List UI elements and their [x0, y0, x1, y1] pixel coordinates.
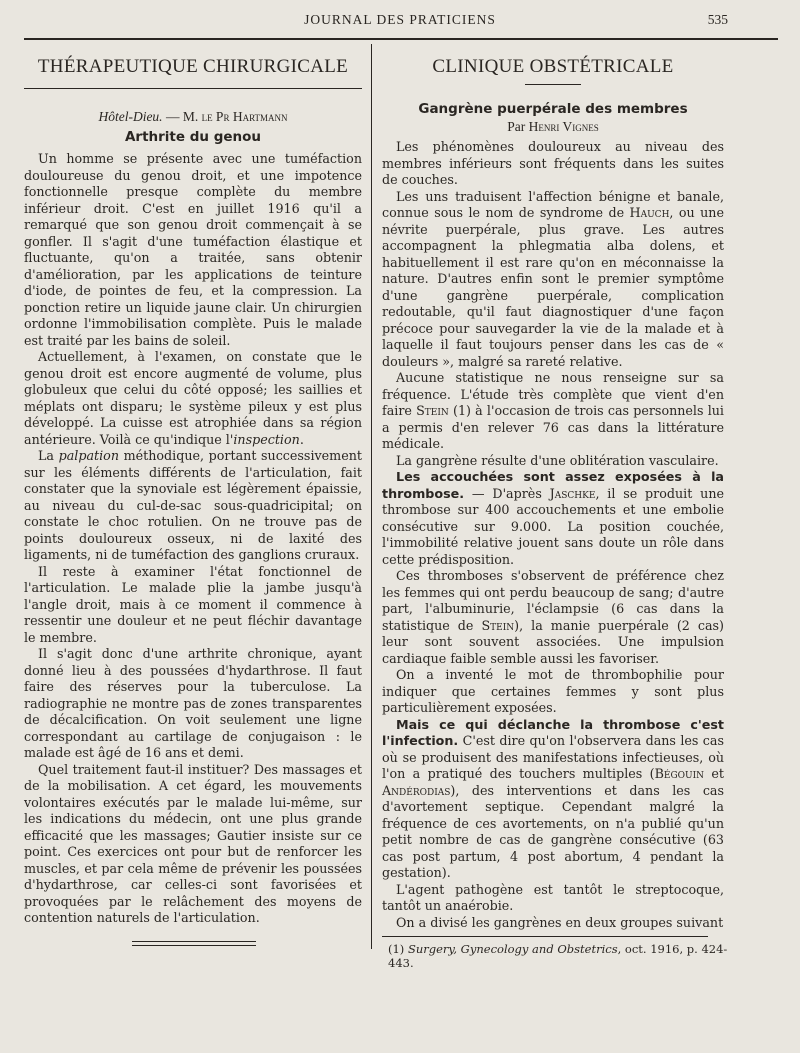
running-title: JOURNAL DES PRATICIENS [304, 12, 496, 27]
right-article-title: Gangrène puerpérale des membres [418, 101, 688, 117]
end-rule-top [132, 941, 256, 942]
left-paragraph-6: Quel traitement faut-il instituer? Des massages et de la mobilisation. A cet égard, les mouvements volontaires exécutés par le malade lui-même, sur les indications du médecin, ont une plus grande efficacité que les massages; Gautier insiste sur ce point. Ces exercices ont pour but de renforcer les muscles, et par cela même de prévenir les poussées d'hydarthrose, car celles-ci sont favorisées et provoquées par le relâchement des moyens de contention naturels de l'articulation. [24, 761, 362, 925]
right-p2-sc: Hauch [629, 205, 670, 220]
byline-author: M. le Pr Hartmann [182, 109, 288, 124]
left-paragraph-2 [24, 349, 362, 448]
right-p8-sc1: Bégouin [654, 766, 705, 781]
left-p3-rest: méthodique, portant successivement sur les éléments différents de l'articulation, fait constater que la synoviale est légèrement épaissie, au niveau du cul-de-sac sous-quadricipital; on constate le choc rotulien. On ne trouve pas de points douloureux osseux, ni de laxité des ligaments, ni de tuméfaction des ganglions cruraux. [24, 448, 362, 562]
right-section-title: CLINIQUE OBSTÉTRICALE [432, 56, 674, 77]
left-p2-italic: inspection [233, 431, 300, 447]
right-p6-rest: ), la manie puerpérale (2 cas) leur sont souvent associées. Une impulsion cardiaque faible semble aussi les favoriser. [382, 617, 724, 666]
right-paragraph-8 [382, 717, 724, 882]
author-prefix: Par [507, 119, 529, 134]
right-p6-text: Ces thromboses s'observent de préférence chez les femmes qui ont perdu beaucoup de sang; d'autre part, l'albuminurie, l'éclampsie (6 cas dans la statistique de [382, 568, 724, 633]
footnote [388, 942, 728, 970]
right-paragraph-7: On a inventé le mot de thrombophilie pour indiquer que certaines femmes y sont plus particulièrement exposées. [382, 667, 724, 715]
right-p6-sc: Stein [481, 617, 515, 633]
right-title-rule [525, 84, 581, 85]
left-p3-italic: palpation [58, 448, 119, 463]
left-paragraph-3 [24, 448, 362, 564]
right-p5-sc: Jaschke [549, 485, 596, 501]
right-paragraph-2 [382, 189, 724, 371]
page-number: 535 [707, 12, 728, 27]
end-rule-bottom [132, 945, 256, 946]
left-paragraph-5: Il s'agit donc d'une arthrite chronique, ayant donné lieu à des poussées d'hydarthrose. Il faut faire des réserves pour la tuberculose. La radiographie ne montre pas de zones transparentes de décalcification. On voit seulement une ligne correspondant au cartilage de conjugaison : le malade est âgé de 16 ans et demi. [24, 646, 362, 760]
right-paragraph-3 [382, 370, 724, 453]
byline-separator: — [162, 109, 183, 124]
right-p8-rest: ), des interventions et dans les cas d'avortement septique. Cependant malgré la fréquence de ces avortements, on n'a publié qu'un petit nombre de cas de gangrène consécutive (63 cas post partum, 4 post abortum, 4 pendant la gestation). [382, 782, 724, 880]
left-paragraph-4: Il reste à examiner l'état fonctionnel de l'articulation. Le malade plie la jambe jusqu'à l'angle droit, mais à ce moment il commence à ressentir une douleur et ne peut fléchir davantage le membre. [24, 563, 362, 645]
right-paragraph-4: La gangrène résulte d'une oblitération vasculaire. [396, 452, 719, 468]
right-p5-mid: — D'après [464, 485, 550, 501]
right-p8-and: et [704, 766, 724, 781]
right-column [382, 52, 724, 931]
left-p2-text: Actuellement, à l'examen, on constate que le genou droit est encore augmenté de volume, plus globuleux que celui du côté opposé; les saillies et méplats ont disparu; le système pileux y est plus développé. La cuisse est atrophiée dans sa région antérieure. Voilà ce qu'indique l' [24, 349, 362, 447]
right-p8-sc2: Andérodias [382, 782, 451, 798]
footnote-rule [382, 936, 708, 937]
left-section-title: THÉRAPEUTIQUE CHIRURGICALE [24, 56, 362, 89]
right-paragraph-10: On a divisé les gangrènes en deux groupes suivant [396, 914, 724, 930]
right-p3-sc: Stein [416, 403, 449, 418]
footnote-journal: Surgery, Gynecology and Obstetrics [407, 942, 618, 956]
right-paragraph-1: Les phénomènes douloureux au niveau des membres inférieurs sont fréquents dans les suites de couches. [382, 139, 724, 187]
left-paragraph-1: Un homme se présente avec une tuméfaction douloureuse du genou droit, et une impotence fonctionnelle presque complète du membre inférieur droit. C'est en juillet 1916 qu'il a remarqué que son genou droit commençait à se gonfler. Il s'agit d'une tuméfaction élastique et fluctuante, qu'on a traitée, sans obtenir d'amélioration, par les applications de teinture d'iode, de pointes de feu, et la compression. La ponction retire un liquide jaune clair. Un chirurgien ordonne l'immobilisation complète. Puis le malade est traité par les bains de soleil. [24, 151, 362, 348]
right-p5-lead: Les accouchées sont assez exposées à la thrombose. [382, 469, 724, 501]
author-name: Henri Vignes [528, 119, 599, 134]
column-divider [371, 44, 372, 949]
right-paragraph-6 [382, 568, 724, 667]
footnote-number: (1) [388, 942, 408, 956]
right-p3-text: Aucune statistique ne nous renseigne sur sa fréquence. L'étude très complète que vient d'en faire [382, 370, 724, 418]
left-byline [24, 109, 362, 125]
footnote-rest: , oct. 1916, p. 424-443. [388, 942, 728, 970]
right-author [382, 119, 724, 135]
right-p2-rest: , ou une névrite puerpérale, plus grave. Les autres accompagnent la phlegmatia alba dolens, et habituellement il est rare qu'on en méconnaisse la nature. D'autres enfin sont le premier symptôme d'une gangrène puerpérale, complication redoutable, qu'il faut diagnostiquer d'une façon précoce pour sauvegarder la vie de la malade et à laquelle il faut toujours penser dans les cas de « douleurs », malgré sa rareté relative. [382, 205, 724, 369]
byline-place: Hôtel-Dieu. [98, 109, 163, 124]
left-article-title: Arthrite du genou [124, 129, 262, 145]
left-p2-end: . [299, 431, 304, 447]
left-column [24, 52, 362, 946]
right-paragraph-5 [382, 469, 724, 568]
header-rule [24, 38, 778, 40]
right-p8-lead: Mais ce qui déclanche la thrombose c'est l'infection. [382, 716, 724, 748]
right-paragraph-9: L'agent pathogène est tantôt le streptocoque, tantôt un anaérobie. [382, 881, 724, 913]
left-p3-text: La [38, 448, 59, 463]
right-p3-rest: (1) à l'occasion de trois cas personnels lui a permis d'en relever 76 cas dans la littérature médicale. [382, 403, 724, 451]
right-p5-rest: , il se produit une thrombose sur 400 accouchements et une embolie consécutive sur 9.000. La position couchée, l'immobilité relative jouent sans doute un rôle dans cette prédisposition. [382, 485, 724, 567]
right-p8-mid: C'est dire qu'on l'observera dans les cas où se produisent des manifestations infectieuses, où l'on a pratiqué des touchers multiples ( [382, 733, 724, 781]
right-p2-text: Les uns traduisent l'affection bénigne et banale, connue sous le nom de syndrome de [382, 188, 724, 220]
